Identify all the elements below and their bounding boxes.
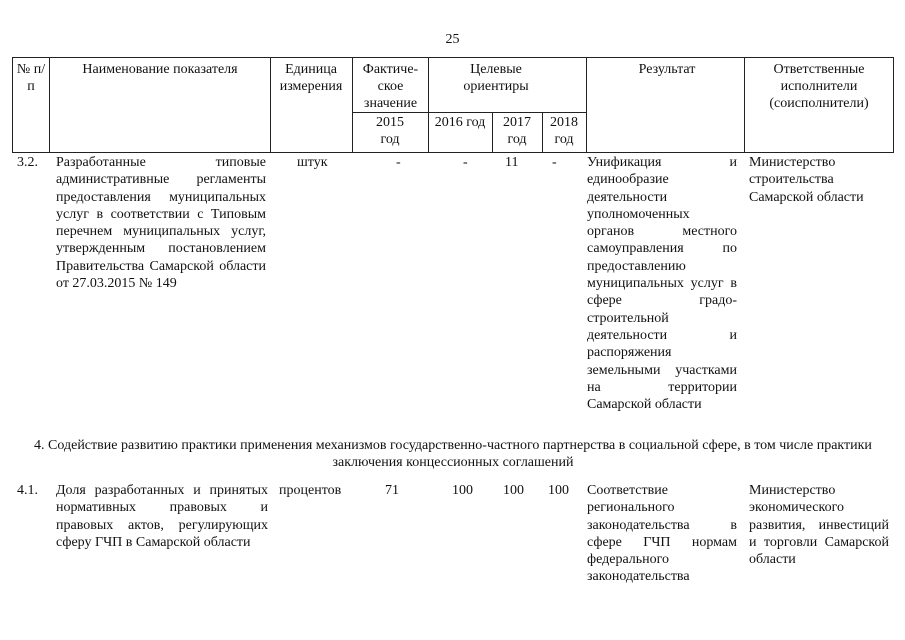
- section-4-title: 4. Содействие развитию практики применения механизмов государственно-частного партнерства в социальной сфере, в том числе практики заключения концессионных соглашений: [34, 438, 872, 470]
- row-4-1-unit: процентов: [279, 483, 342, 498]
- row-3-2-num: 3.2.: [17, 155, 38, 170]
- row-3-2-value-2018: -: [552, 155, 557, 170]
- row-4-1-num: 4.1.: [17, 483, 38, 498]
- row-3-2-unit: штук: [297, 155, 328, 170]
- row-4-1-value-2017: 100: [503, 483, 524, 498]
- row-4-1-value-2016: 100: [452, 483, 473, 498]
- row-3-2-value-2017: 11: [505, 155, 519, 170]
- header-year-2017: 2017 год: [503, 115, 531, 147]
- header-actual: Фактиче-ское значение: [362, 62, 419, 111]
- row-3-2-actual-2015: -: [396, 155, 401, 170]
- header-actual-year: 2015 год: [376, 115, 404, 147]
- header-year-2016: 2016 год: [434, 115, 486, 130]
- row-4-1-value-2018: 100: [548, 483, 569, 498]
- header-num: № п/п: [16, 62, 46, 94]
- row-4-1-responsible: Министерство экономического развития, инвестиций и торговли Самарской области: [749, 483, 889, 568]
- header-name: Наименование показателя: [82, 62, 238, 77]
- header-unit: Единица измерения: [279, 62, 343, 94]
- row-3-2-result: Унификация и единообразие деятельности уполномоченных органов местного самоуправления по предоставлению муниципальных услуг в сфере градо-строительной деятельности и распоряжения земельными участками на территории Самарской области: [587, 155, 737, 413]
- header-targets: Целевые ориентиры: [463, 62, 529, 94]
- row-3-2-name: Разработанные типовые административные регламенты предоставления муниципальных услуг в соответствии с Типовым перечнем муниципальных услуг, утвержденным постановлением Правительства Самарской области от 27.03.2015 № 149: [56, 155, 266, 292]
- header-responsible: Ответственные исполнители (соисполнители): [769, 62, 869, 111]
- page-number: 25: [445, 32, 460, 47]
- header-year-2018: 2018 год: [550, 115, 578, 147]
- row-4-1-name: Доля разработанных и принятых нормативных правовых и правовых актов, регулирующих сферу ГЧП в Самарской области: [56, 483, 268, 550]
- row-4-1-result: Соответствие регионального законодательства в сфере ГЧП нормам федерального законодательства: [587, 483, 737, 585]
- row-3-2-responsible: Министерство строительства Самарской области: [749, 155, 864, 205]
- row-3-2-value-2016: -: [463, 155, 468, 170]
- header-result: Результат: [638, 62, 696, 77]
- row-4-1-actual-2015: 71: [385, 483, 399, 498]
